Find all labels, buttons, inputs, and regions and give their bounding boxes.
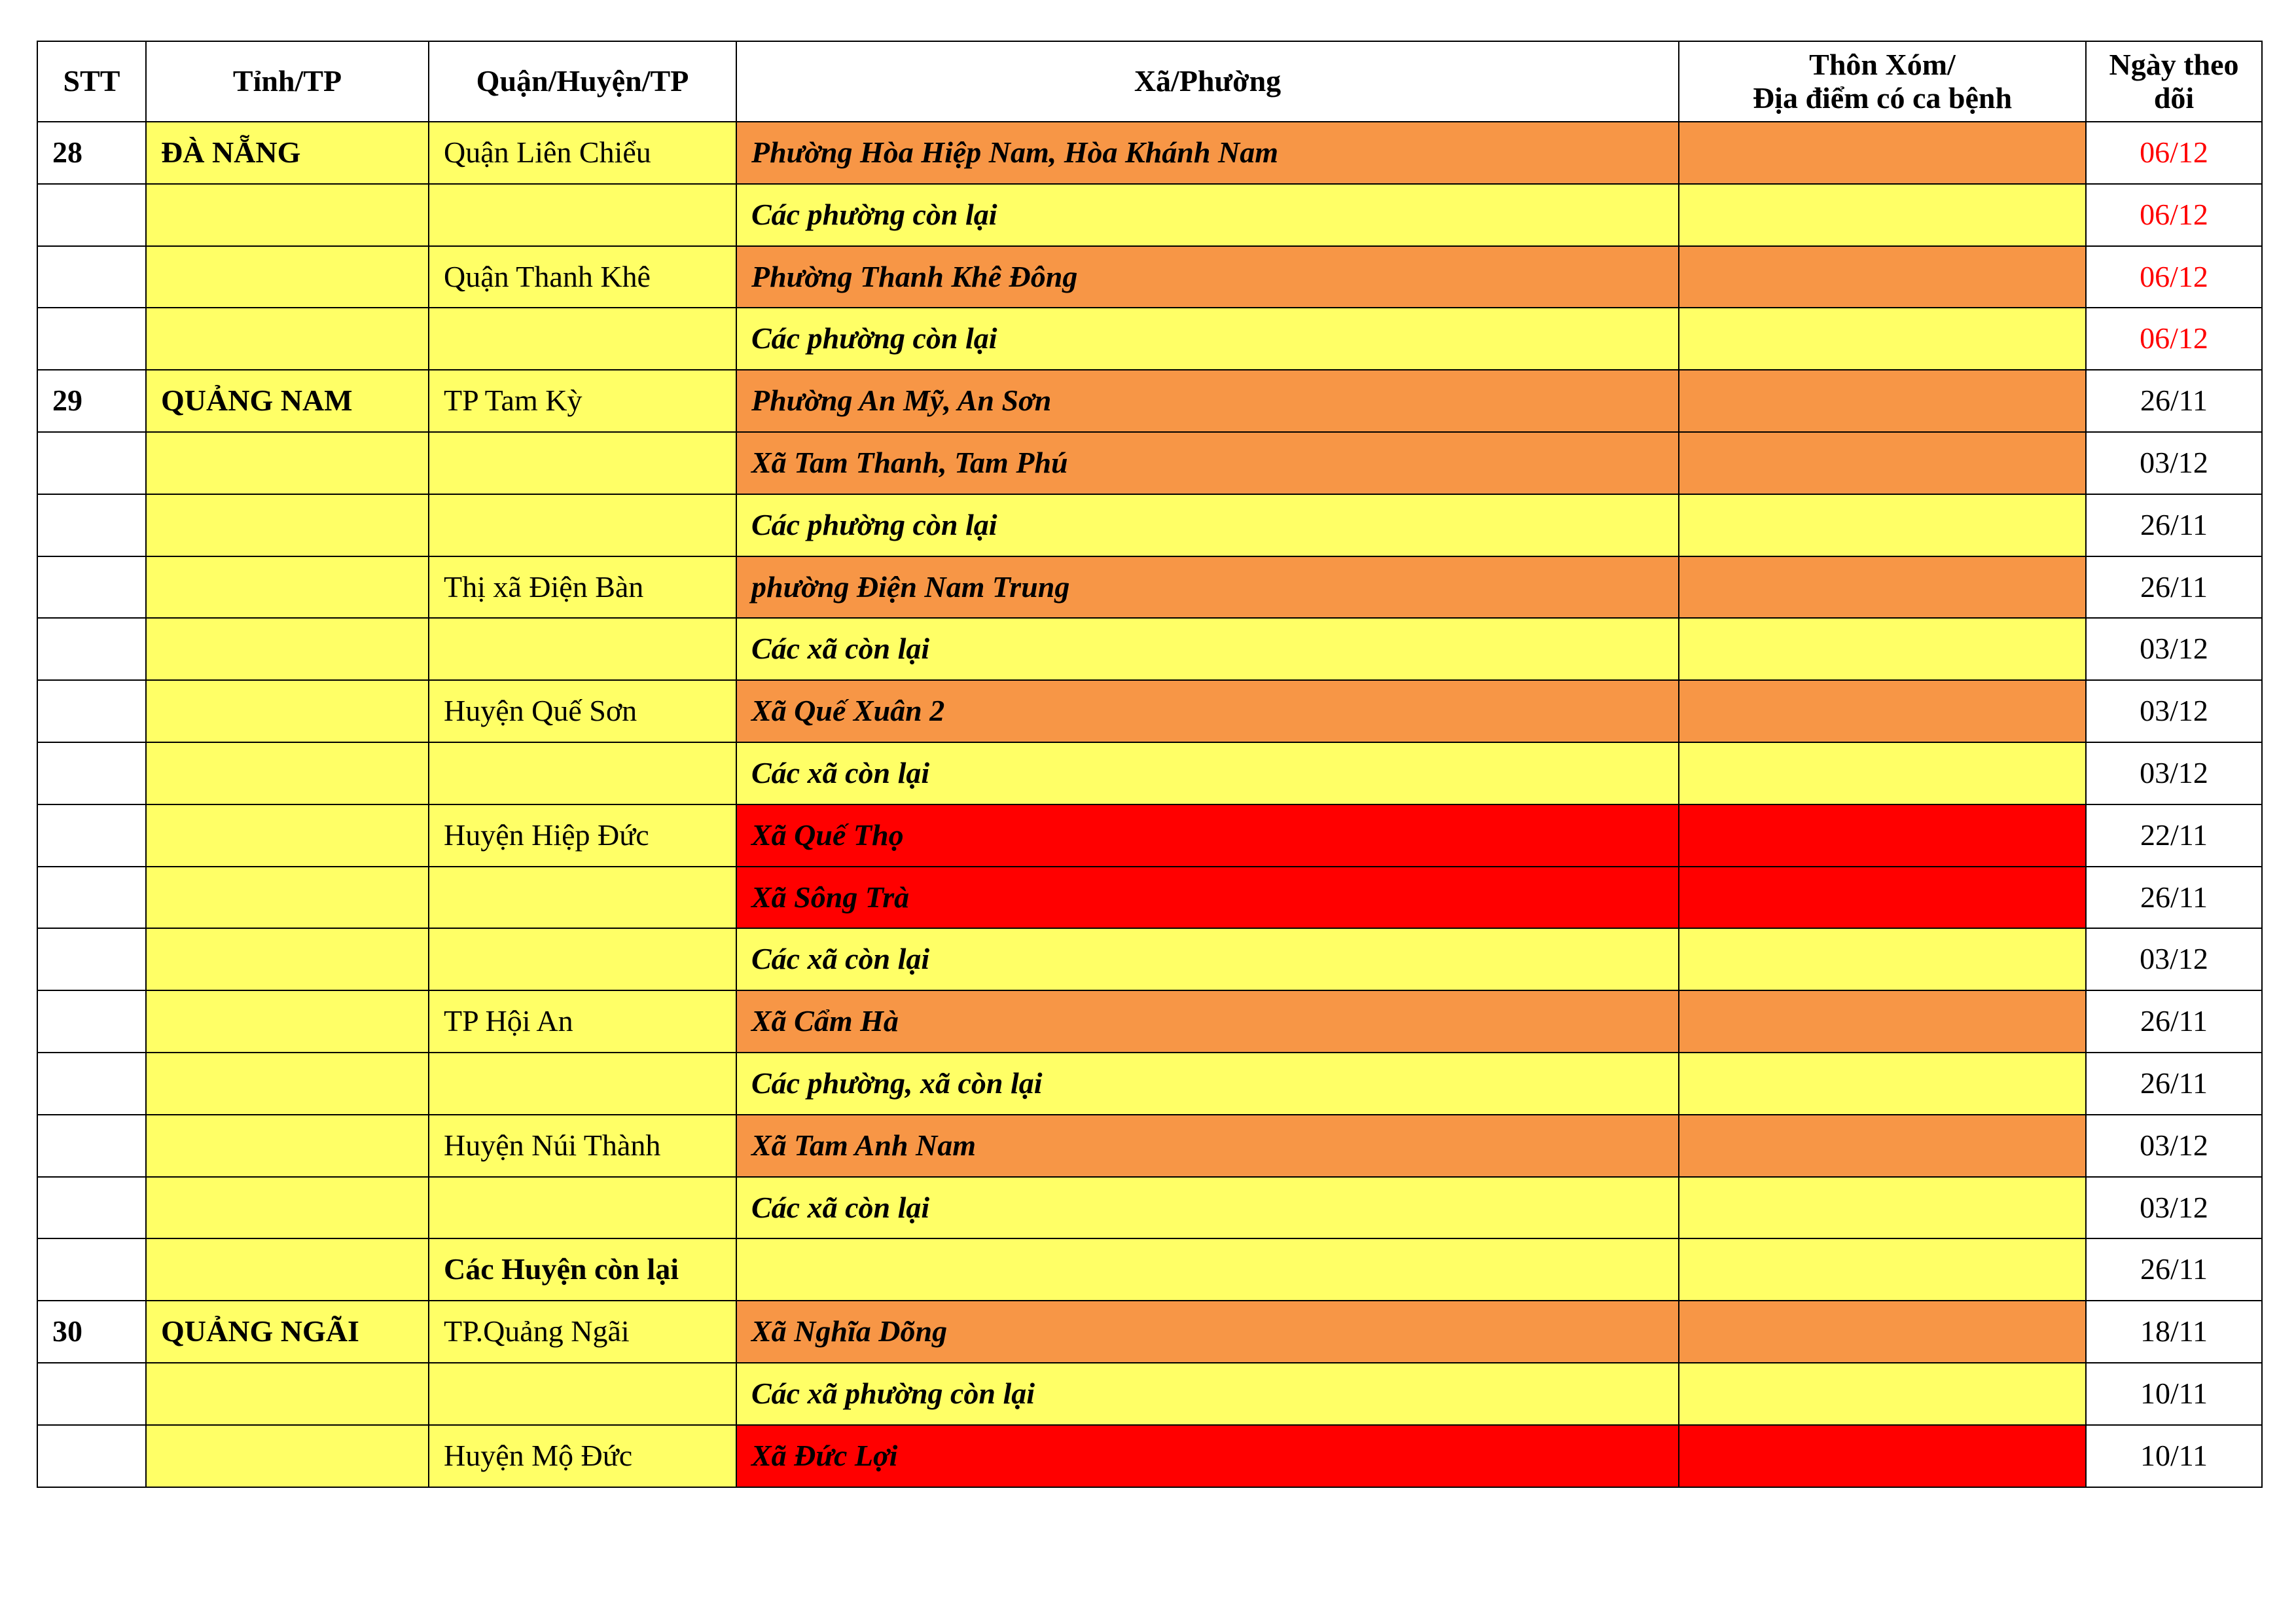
cell-province [146, 990, 429, 1053]
cell-tracking-date: 06/12 [2086, 308, 2262, 370]
cell-ward: Xã Tam Thanh, Tam Phú [736, 432, 1679, 494]
cell-ward: Các phường còn lại [736, 308, 1679, 370]
header-row [37, 41, 2262, 122]
cell-tracking-date: 26/11 [2086, 1238, 2262, 1301]
cell-hamlet [1679, 1363, 2086, 1425]
table-row [37, 184, 2262, 246]
cell-stt [37, 742, 146, 804]
cell-ward: Xã Tam Anh Nam [736, 1115, 1679, 1177]
cell-ward: Phường Thanh Khê Đông [736, 246, 1679, 308]
cell-ward: Xã Quế Thọ [736, 804, 1679, 867]
cell-ward: Các xã còn lại [736, 618, 1679, 680]
cell-tracking-date: 10/11 [2086, 1363, 2262, 1425]
cell-hamlet [1679, 1425, 2086, 1487]
cell-hamlet [1679, 990, 2086, 1053]
cell-tracking-date: 06/12 [2086, 246, 2262, 308]
cell-ward: Phường An Mỹ, An Sơn [736, 370, 1679, 432]
cell-district: Các Huyện còn lại [429, 1238, 736, 1301]
cell-stt [37, 680, 146, 742]
cell-stt [37, 867, 146, 929]
cell-hamlet [1679, 308, 2086, 370]
cell-ward: Các xã còn lại [736, 928, 1679, 990]
table-row [37, 556, 2262, 619]
header-province: Tỉnh/TP [146, 41, 429, 122]
cell-stt [37, 432, 146, 494]
cell-hamlet [1679, 867, 2086, 929]
table-row [37, 867, 2262, 929]
cell-stt [37, 990, 146, 1053]
header-tracking-date-line1: Ngày theo [2109, 47, 2239, 81]
table-row [37, 1363, 2262, 1425]
cell-province [146, 1053, 429, 1115]
header-tracking-date-line2: dõi [2153, 81, 2195, 115]
cell-ward: Xã Sông Trà [736, 867, 1679, 929]
cell-district: Huyện Mộ Đức [429, 1425, 736, 1487]
header-ward: Xã/Phường [736, 41, 1679, 122]
header-district: Quận/Huyện/TP [429, 41, 736, 122]
cell-hamlet [1679, 1115, 2086, 1177]
cell-tracking-date: 26/11 [2086, 1053, 2262, 1115]
cell-stt [37, 1177, 146, 1239]
header-hamlet-line2: Địa điểm có ca bệnh [1752, 81, 2013, 115]
cell-province [146, 680, 429, 742]
table-row [37, 1425, 2262, 1487]
cell-hamlet [1679, 246, 2086, 308]
cell-stt [37, 804, 146, 867]
cell-province [146, 308, 429, 370]
cell-stt [37, 184, 146, 246]
cell-stt: 30 [37, 1301, 146, 1363]
table-body [37, 122, 2262, 1487]
cell-province [146, 246, 429, 308]
cell-hamlet [1679, 742, 2086, 804]
cell-ward [736, 1238, 1679, 1301]
cell-tracking-date: 26/11 [2086, 370, 2262, 432]
cell-tracking-date: 06/12 [2086, 184, 2262, 246]
cell-stt [37, 1115, 146, 1177]
cell-stt [37, 494, 146, 556]
table-header [37, 41, 2262, 122]
table-row [37, 742, 2262, 804]
cell-district [429, 867, 736, 929]
cell-hamlet [1679, 370, 2086, 432]
cell-tracking-date: 03/12 [2086, 680, 2262, 742]
cell-tracking-date: 03/12 [2086, 432, 2262, 494]
cell-ward: Xã Cẩm Hà [736, 990, 1679, 1053]
cell-district [429, 928, 736, 990]
cell-district [429, 1053, 736, 1115]
cell-hamlet [1679, 928, 2086, 990]
cell-province [146, 1177, 429, 1239]
header-hamlet-line1: Thôn Xóm/ [1809, 47, 1956, 81]
cell-district: TP Tam Kỳ [429, 370, 736, 432]
cell-tracking-date: 03/12 [2086, 742, 2262, 804]
cell-stt: 28 [37, 122, 146, 184]
cell-province [146, 618, 429, 680]
table-row [37, 1177, 2262, 1239]
table-row [37, 308, 2262, 370]
cell-district [429, 618, 736, 680]
table-row [37, 680, 2262, 742]
cell-province [146, 184, 429, 246]
table-row [37, 1053, 2262, 1115]
table-row [37, 370, 2262, 432]
header-tracking-date [2086, 41, 2262, 122]
cell-district [429, 494, 736, 556]
cell-province [146, 1363, 429, 1425]
cell-district: Quận Liên Chiểu [429, 122, 736, 184]
cell-province [146, 1115, 429, 1177]
cell-province: QUẢNG NGÃI [146, 1301, 429, 1363]
cell-hamlet [1679, 618, 2086, 680]
cell-hamlet [1679, 494, 2086, 556]
cell-district [429, 184, 736, 246]
cell-district: Quận Thanh Khê [429, 246, 736, 308]
cell-hamlet [1679, 184, 2086, 246]
cell-stt [37, 1425, 146, 1487]
header-stt: STT [37, 41, 146, 122]
cell-district [429, 432, 736, 494]
cell-tracking-date: 03/12 [2086, 1115, 2262, 1177]
cell-tracking-date: 26/11 [2086, 990, 2262, 1053]
cell-district [429, 1363, 736, 1425]
cell-ward: Xã Quế Xuân 2 [736, 680, 1679, 742]
cell-district [429, 1177, 736, 1239]
cell-stt [37, 1363, 146, 1425]
cell-district: TP.Quảng Ngãi [429, 1301, 736, 1363]
cell-tracking-date: 06/12 [2086, 122, 2262, 184]
cell-stt [37, 556, 146, 619]
cell-ward: Phường Hòa Hiệp Nam, Hòa Khánh Nam [736, 122, 1679, 184]
cell-province [146, 494, 429, 556]
header-hamlet [1679, 41, 2086, 122]
cell-province [146, 556, 429, 619]
cell-district: Huyện Hiệp Đức [429, 804, 736, 867]
cell-stt [37, 1053, 146, 1115]
cell-district [429, 308, 736, 370]
cell-province [146, 867, 429, 929]
cell-tracking-date: 03/12 [2086, 618, 2262, 680]
cell-hamlet [1679, 1053, 2086, 1115]
cell-tracking-date: 26/11 [2086, 494, 2262, 556]
cell-tracking-date: 03/12 [2086, 928, 2262, 990]
cell-tracking-date: 26/11 [2086, 556, 2262, 619]
cell-stt [37, 618, 146, 680]
cell-ward: Xã Đức Lợi [736, 1425, 1679, 1487]
cell-hamlet [1679, 804, 2086, 867]
table-row [37, 1238, 2262, 1301]
table-row [37, 618, 2262, 680]
cell-hamlet [1679, 680, 2086, 742]
cell-tracking-date: 22/11 [2086, 804, 2262, 867]
cell-hamlet [1679, 556, 2086, 619]
cell-province: ĐÀ NẴNG [146, 122, 429, 184]
cell-ward: Các xã còn lại [736, 742, 1679, 804]
cell-stt [37, 308, 146, 370]
cell-tracking-date: 03/12 [2086, 1177, 2262, 1239]
cell-province [146, 928, 429, 990]
cell-ward: Các xã phường còn lại [736, 1363, 1679, 1425]
table-row [37, 1301, 2262, 1363]
cell-ward: Các xã còn lại [736, 1177, 1679, 1239]
table-row [37, 246, 2262, 308]
cell-hamlet [1679, 432, 2086, 494]
cell-ward: phường Điện Nam Trung [736, 556, 1679, 619]
cell-district [429, 742, 736, 804]
cell-district: Huyện Quế Sơn [429, 680, 736, 742]
cell-ward: Các phường còn lại [736, 494, 1679, 556]
cell-hamlet [1679, 1301, 2086, 1363]
cell-province [146, 432, 429, 494]
epidemic-level-table [37, 41, 2263, 1488]
cell-hamlet [1679, 1238, 2086, 1301]
cell-ward: Các phường còn lại [736, 184, 1679, 246]
cell-tracking-date: 26/11 [2086, 867, 2262, 929]
cell-province [146, 742, 429, 804]
table-row [37, 1115, 2262, 1177]
cell-stt [37, 246, 146, 308]
table-row [37, 432, 2262, 494]
cell-hamlet [1679, 1177, 2086, 1239]
cell-tracking-date: 10/11 [2086, 1425, 2262, 1487]
cell-tracking-date: 18/11 [2086, 1301, 2262, 1363]
cell-province [146, 1425, 429, 1487]
cell-hamlet [1679, 122, 2086, 184]
cell-ward: Các phường, xã còn lại [736, 1053, 1679, 1115]
table-row [37, 990, 2262, 1053]
cell-stt [37, 1238, 146, 1301]
cell-district: Huyện Núi Thành [429, 1115, 736, 1177]
table-row [37, 494, 2262, 556]
cell-stt: 29 [37, 370, 146, 432]
cell-province [146, 804, 429, 867]
cell-province: QUẢNG NAM [146, 370, 429, 432]
table-row [37, 122, 2262, 184]
cell-province [146, 1238, 429, 1301]
table-row [37, 928, 2262, 990]
cell-stt [37, 928, 146, 990]
cell-ward: Xã Nghĩa Dõng [736, 1301, 1679, 1363]
table-row [37, 804, 2262, 867]
cell-district: TP Hội An [429, 990, 736, 1053]
cell-district: Thị xã Điện Bàn [429, 556, 736, 619]
